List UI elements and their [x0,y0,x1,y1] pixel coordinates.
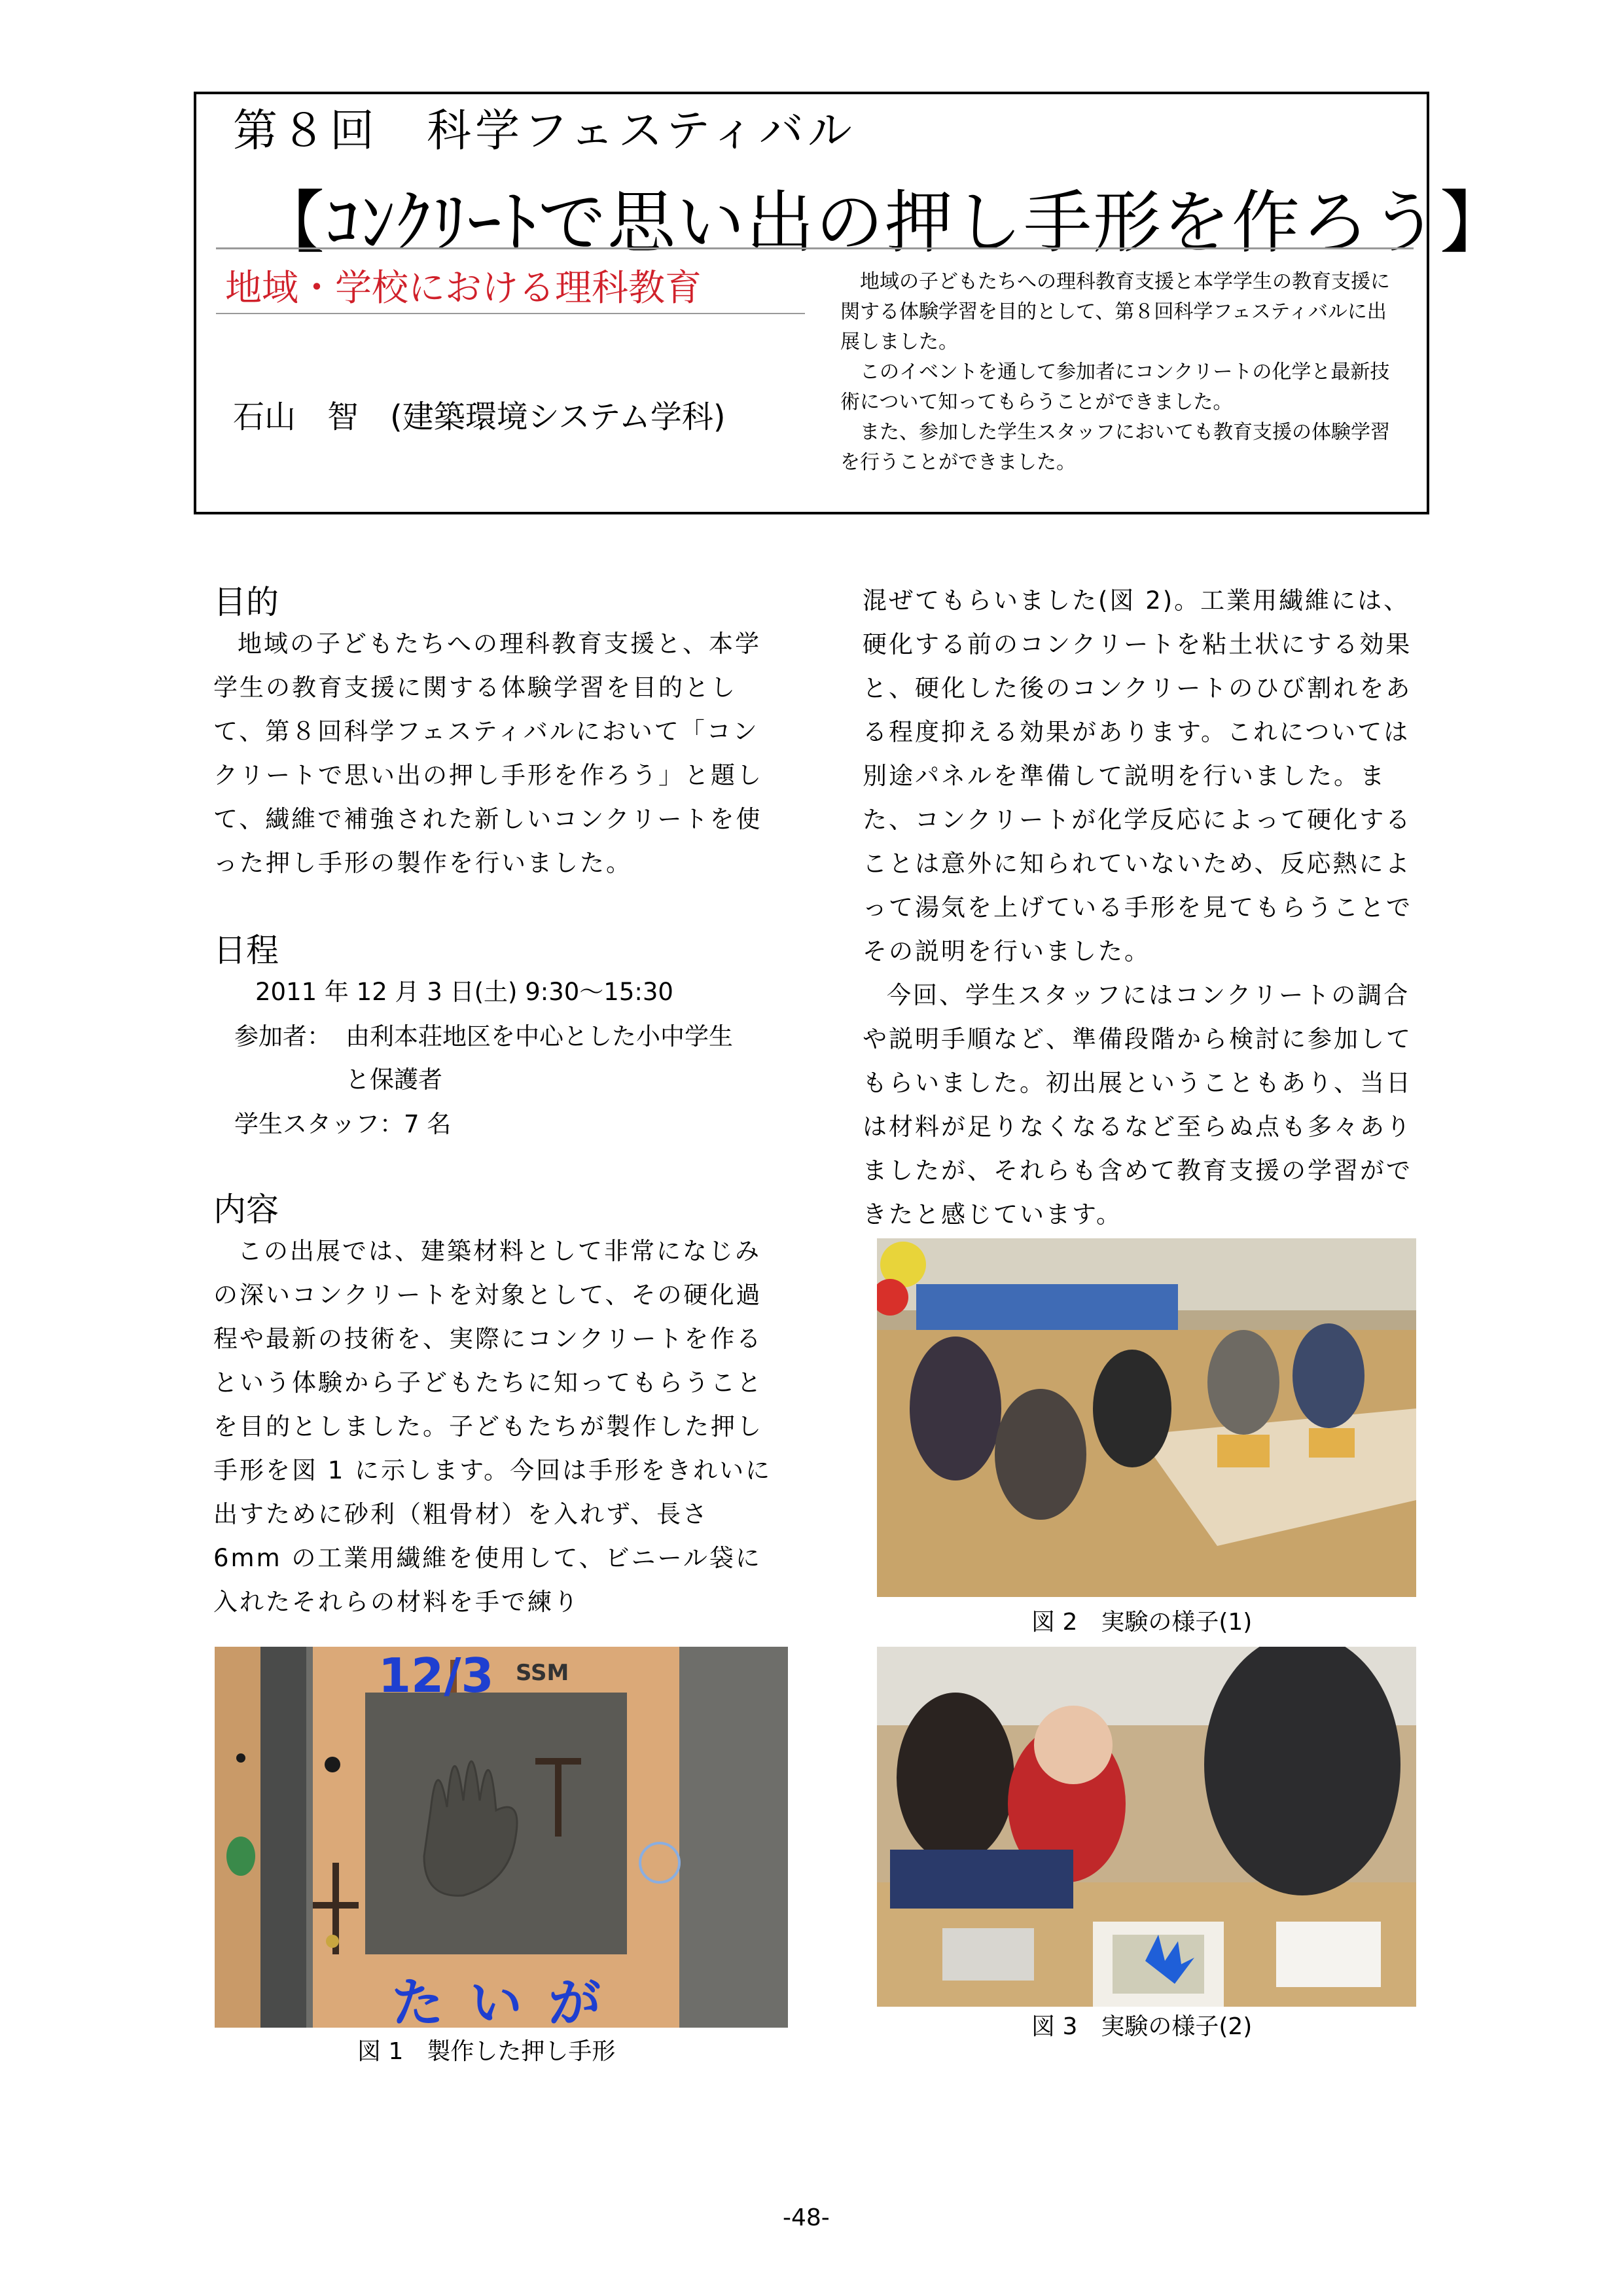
figure-3-photo [877,1647,1416,2007]
figure-1-caption: 図 1 製作した押し手形 [357,2038,616,2065]
abstract [840,267,1390,478]
experiment-photo-1-illustration [877,1238,1416,1597]
purpose-text [213,622,784,885]
author: 石山 智 (建築環境システム学科) [233,399,726,435]
page-number: -48- [783,2204,830,2231]
subject-rule [216,313,805,314]
purpose-paragraph: 地域の子どもたちへの理科教育支援と、本学学生の教育支援に関する体験学習を目的として、第８回科学フェスティバルにおいて「コンクリートで思い出の押し手形を作ろう」と題して、繊維で補強された新しいコンクリートを使った押し手形の製作を行いました。 [213,630,763,877]
content-paragraph: 混ぜてもらいました(図 2)。工業用繊維には、硬化する前のコンクリートを粘土状にする効果と、硬化した後のコンクリートのひび割れをある程度抑える効果があります。これについては別途パネルを準備して説明を行いました。また、コンクリートが化学反応によって硬化することは意外に知られていないため、反応熱によって湯気を上げている手形を見てもらうことでその説明を行いました。 [863,586,1412,965]
abstract-paragraph: また、参加した学生スタッフにおいても教育支援の体験学習を行うことができました。 [840,421,1390,474]
title-rule [216,247,1414,249]
content-paragraph: この出展では、建築材料として非常になじみの深いコンクリートを対象として、その硬化過程や最新の技術を、実際にコンクリートを作るという体験から子どもたちに知ってもらうことを目的としました。子どもたちが製作した押し手形を図 1 に示します。今回は手形をきれいに出すために砂利（粗骨材）を入れず、長さ 6mm の工業用繊維を使用して、ビニール袋に入れたそれらの材料を手で練り [213,1237,772,1616]
content-text-left [213,1229,784,1624]
abstract-paragraph: 地域の子どもたちへの理科教育支援と本学学生の教育支援に関する体験学習を目的として、第８回科学フェスティバルに出展しました。 [840,270,1390,353]
experiment-photo-2-illustration [877,1647,1416,2007]
schedule-heading: 日程 [213,931,279,969]
abstract-paragraph: このイベントを通して参加者にコンクリートの化学と最新技術について知ってもらうことができました。 [840,361,1390,414]
handprint-name: たいが [391,1973,627,2028]
subject-label: 地域・学校における理科教育 [225,267,702,310]
handprint-date: 12/3 [378,1648,494,1703]
figure-2-photo [877,1238,1416,1597]
main-title: 【ｺﾝｸﾘｰﾄで思い出の押し手形を作ろう】 [257,183,1510,262]
figure-3-caption: 図 3 実験の様子(2) [1031,2013,1253,2040]
content-heading: 内容 [213,1191,279,1229]
participants-label: 参加者： [234,1022,331,1050]
staff-count: 学生スタッフ：7 名 [234,1110,452,1138]
purpose-heading: 目的 [213,583,279,621]
event-title: 第８回 科学フェスティバル [233,105,856,157]
participants-line2: と保護者 [346,1066,442,1094]
handprint-stamp: SSM [516,1660,569,1686]
participants-line1: 由利本荘地区を中心とした小中学生 [346,1022,733,1050]
content-paragraph: 今回、学生スタッフにはコンクリートの調合や説明手順など、準備段階から検討に参加してもらいました。初出展ということもあり、当日は材料が足りなくなるなど至らぬ点も多々ありましたが、それらも含めて教育支援の学習ができたと感じています。 [863,981,1412,1229]
schedule-date: 2011 年 12 月 3 日(土) 9:30～15:30 [255,978,673,1006]
figure-1-photo [215,1647,788,2028]
figure-2-caption: 図 2 実験の様子(1) [1031,1609,1253,1636]
content-text-right [863,579,1433,1236]
